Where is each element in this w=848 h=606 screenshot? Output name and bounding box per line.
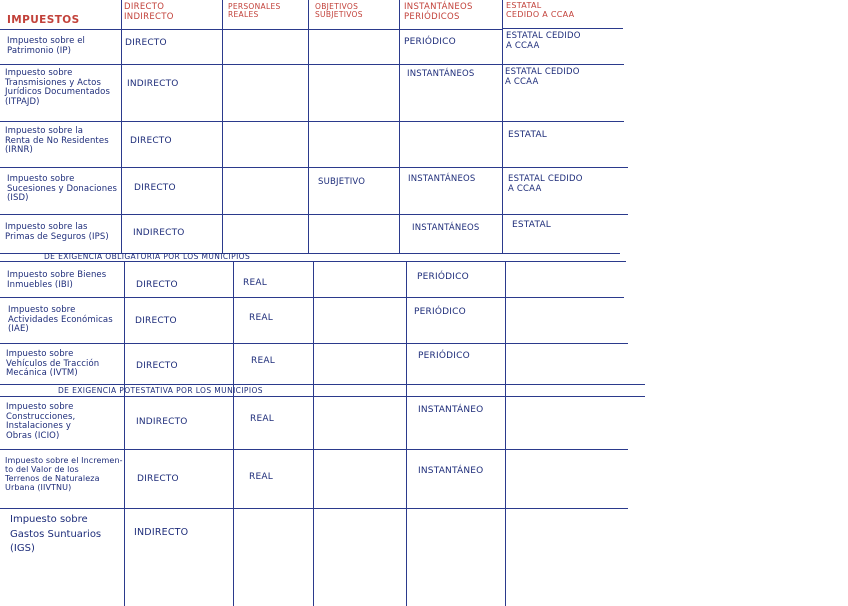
rule-v-col5 <box>502 0 503 253</box>
row5-instantaneos: INSTANTÁNEOS <box>412 223 480 233</box>
row1-estatal: ESTATAL CEDIDO A CCAA <box>506 31 581 51</box>
row3-estatal: ESTATAL <box>508 130 548 140</box>
rule-v-col4 <box>399 0 400 253</box>
section-obligatoria-title: DE EXIGENCIA OBLIGATORIA POR LOS MUNICIPIOS <box>44 252 251 261</box>
row4-instantaneos: INSTANTÁNEOS <box>408 174 476 184</box>
rule-h-header-bottom <box>0 29 503 30</box>
rule-h-section2-bottom <box>0 396 645 397</box>
row2-name: Impuesto sobre Transmisiones y Actos Jurídicos Documentados (ITPAJD) <box>5 68 110 107</box>
row11-name: Impuesto sobre Gastos Suntuarios (IGS) <box>10 514 102 554</box>
row3-directo: DIRECTO <box>130 136 172 146</box>
header-objetivos-subjetivos: OBJETIVOS SUBJETIVOS <box>315 2 363 20</box>
row7-instantaneos: PERIÓDICO <box>414 307 466 317</box>
rule-h-row9-bottom <box>0 449 628 450</box>
rule-v-col4-lower <box>406 261 407 606</box>
row2-directo: INDIRECTO <box>127 79 179 89</box>
row8-personales: REAL <box>251 356 275 366</box>
row6-directo: DIRECTO <box>136 280 178 290</box>
row6-personales: REAL <box>243 278 267 288</box>
rule-h-row2-bottom <box>0 121 624 122</box>
row4-estatal: ESTATAL CEDIDO A CCAA <box>508 174 583 194</box>
row4-objetivos: SUBJETIVO <box>318 177 366 187</box>
row7-directo: DIRECTO <box>135 316 177 326</box>
rule-h-row3-bottom <box>0 167 628 168</box>
row1-instantaneos: PERIÓDICO <box>404 37 456 47</box>
header-instantaneos-periodicos: INSTANTÁNEOS PERIÓDICOS <box>404 2 473 22</box>
rule-h-row6-bottom <box>0 297 624 298</box>
row1-name: Impuesto sobre el Patrimonio (IP) <box>7 36 86 56</box>
row5-estatal: ESTATAL <box>512 220 552 230</box>
rule-v-col1-lower <box>124 261 125 606</box>
rule-h-header-bottom-right <box>503 28 623 29</box>
rule-h-row8-bottom <box>0 384 645 385</box>
row11-directo: INDIRECTO <box>134 527 189 538</box>
rule-h-row10-bottom <box>0 508 628 509</box>
row8-directo: DIRECTO <box>136 361 178 371</box>
row2-estatal: ESTATAL CEDIDO A CCAA <box>505 67 580 87</box>
rule-h-row1-bottom <box>0 64 624 65</box>
row10-instantaneos: INSTANTÁNEO <box>418 466 484 476</box>
rule-h-row4-bottom <box>0 214 628 215</box>
header-impuestos: IMPUESTOS <box>7 14 80 26</box>
row6-name: Impuesto sobre Bienes Inmuebles (IBI) <box>7 270 107 290</box>
row3-name: Impuesto sobre la Renta de No Residentes (IRNR) <box>5 126 109 156</box>
row5-directo: INDIRECTO <box>133 228 185 238</box>
rule-v-col5-lower <box>505 261 506 606</box>
row10-personales: REAL <box>249 472 273 482</box>
row6-instantaneos: PERIÓDICO <box>417 272 469 282</box>
row9-directo: INDIRECTO <box>136 417 188 427</box>
rule-v-col1 <box>121 0 122 253</box>
rule-v-col3 <box>308 0 309 253</box>
row9-instantaneos: INSTANTÁNEO <box>418 405 484 415</box>
row9-name: Impuesto sobre Construcciones, Instalaciones y Obras (ICIO) <box>6 402 76 441</box>
row4-directo: DIRECTO <box>134 183 176 193</box>
row2-instantaneos: INSTANTÁNEOS <box>407 69 475 79</box>
row9-personales: REAL <box>250 414 274 424</box>
row1-directo: DIRECTO <box>125 38 167 48</box>
header-personales-reales: PERSONALES REALES <box>228 2 281 20</box>
section-potestativa-title: DE EXIGENCIA POTESTATIVA POR LOS MUNICIPIOS <box>58 386 263 395</box>
row7-personales: REAL <box>249 313 273 323</box>
row4-name: Impuesto sobre Sucesiones y Donaciones (ISD) <box>7 174 118 204</box>
rule-h-row7-bottom <box>0 343 628 344</box>
row10-name: Impuesto sobre el Incremen- to del Valor de los Terrenos de Naturaleza Urbana (IIVTNU) <box>5 456 123 492</box>
rule-v-col2 <box>222 0 223 253</box>
row8-name: Impuesto sobre Vehículos de Tracción Mecánica (IVTM) <box>6 349 100 379</box>
row7-name: Impuesto sobre Actividades Económicas (IAE) <box>8 305 113 335</box>
row10-directo: DIRECTO <box>137 474 179 484</box>
rule-v-col3-lower <box>313 261 314 606</box>
header-estatal-cedido: ESTATAL CEDIDO A CCAA <box>506 1 575 19</box>
row5-name: Impuesto sobre las Primas de Seguros (IPS) <box>5 222 109 242</box>
rule-v-col2-lower <box>233 261 234 606</box>
row8-instantaneos: PERIÓDICO <box>418 351 470 361</box>
header-directo-indirecto: DIRECTO INDIRECTO <box>124 2 174 22</box>
